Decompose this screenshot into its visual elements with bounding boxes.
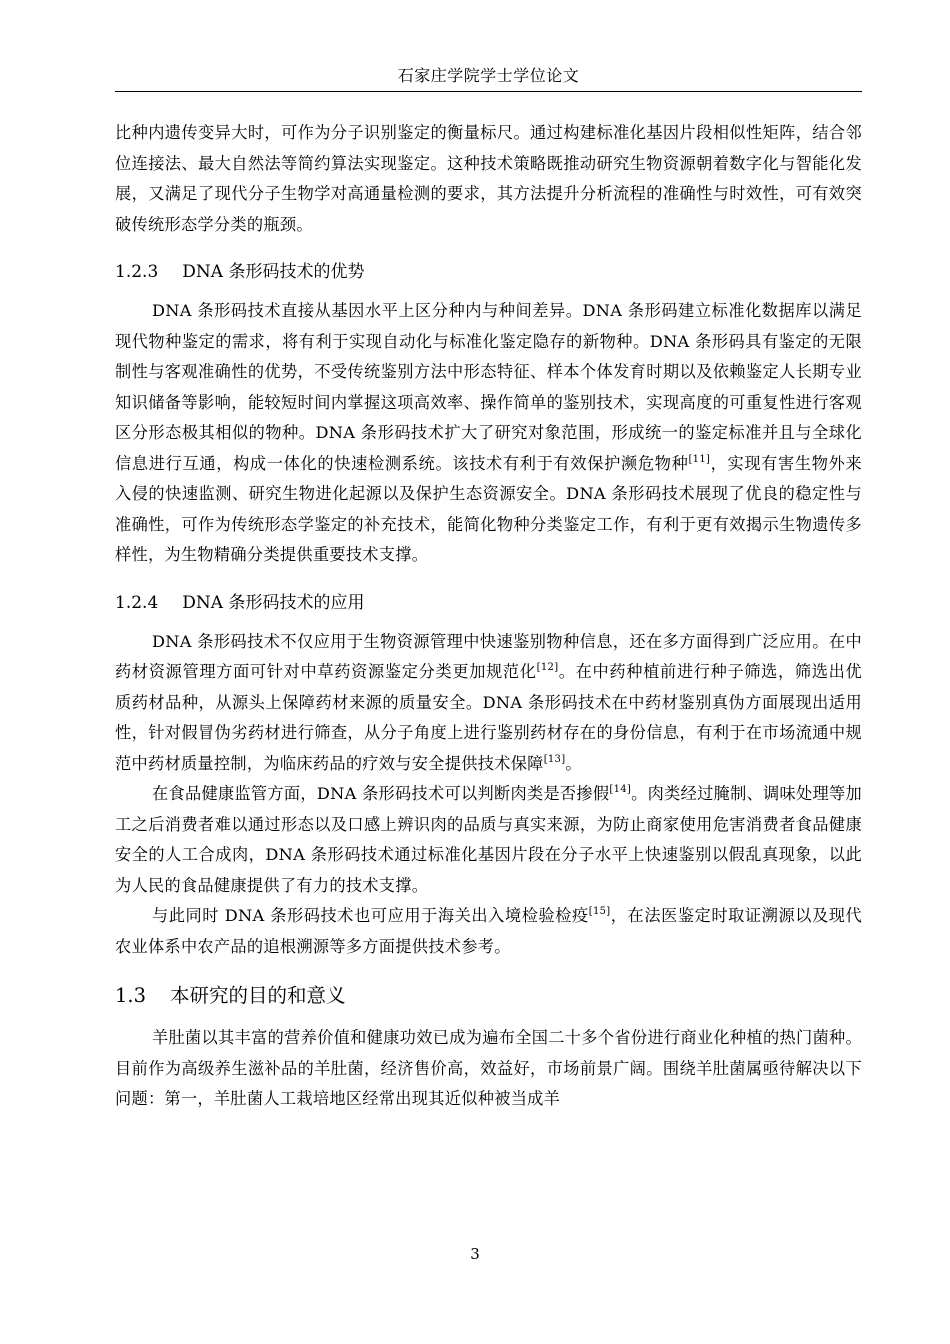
citation-13[interactable]: [13] [543,753,566,765]
paragraph: 与此同时 DNA 条形码技术也可应用于海关出入境检验检疫[15]，在法医鉴定时取证溯源以及现代农业体系中农产品的追根溯源等多方面提供技术参考。 [115,906,862,956]
section-title: DNA 条形码技术的优势 [182,262,365,282]
section-heading-1-2-4 [115,591,862,615]
page-body [115,118,862,1115]
section-number: 1.2.3 [115,262,159,282]
section-title: 本研究的目的和意义 [170,984,346,1007]
paragraph: DNA 条形码技术不仅应用于生物资源管理中快速鉴别物种信息，还在多方面得到广泛应用。在中药材资源管理方面可针对中草药资源鉴定分类更加规范化[12]。在中药种植前进行种子筛选，筛选出优质药材品种，从源头上保障药材来源的质量安全。DNA 条形码技术在中药材鉴别真伪方面展现出适用性，针对假冒伪劣药材进行筛查，从分子角度上进行鉴别药材存在的身份信息，有利于在市场流通中规范中药材质量控制，为临床药品的疗效与安全提供技术保障[13]。 [115,631,863,773]
section-title: DNA 条形码技术的应用 [182,592,365,613]
paragraph: 在食品健康监管方面，DNA 条形码技术可以判断肉类是否掺假[14]。肉类经过腌制、调味处理等加工之后消费者难以通过形态以及口感上辨识肉的品质与真实来源，为防止商家使用危害消费者食品健康安全的人工合成肉，DNA 条形码技术通过标准化基因片段在分子水平上快速鉴别以假乱真现象，以此为人民的食品健康提供了有力的技术支撑。 [115,784,862,895]
citation-12[interactable]: [12] [536,662,559,673]
paragraph: 羊肚菌以其丰富的营养价值和健康功效已成为遍布全国二十多个省份进行商业化种植的热门菌种。目前作为高级养生滋补品的羊肚菌，经济售价高，效益好，市场前景广阔。围绕羊肚菌属亟待解决以下问题：第一，羊肚菌人工栽培地区经常出现其近似种被当成羊 [115,1028,862,1108]
page-number: 3 [470,1245,480,1263]
paragraph: DNA 条形码技术直接从基因水平上区分种内与种间差异。DNA 条形码建立标准化数据库以满足现代物种鉴定的需求，将有利于实现自动化与标准化鉴定隐存的新物种。DNA 条形码具有鉴定的无限制性与客观准确性的优势，不受传统鉴别方法中形态特征、样本个体发育时期以及依赖鉴定人长期专业知识储备等影响，能较短时间内掌握这项高效率、操作简单的鉴别技术，实现高度的可重复性进行客观区分形态极其相似的物种。DNA 条形码技术扩大了研究对象范围，形成统一的鉴定标准并且与全球化信息进行互通，构成一体化的快速检测系统。该技术有利于有效保护濒危物种[11]，实现有害生物外来入侵的快速监测、研究生物进化起源以及保护生态资源安全。DNA 条形码技术展现了优良的稳定性与准确性，可作为传统形态学鉴定的补充技术，能简化物种分类鉴定工作，有利于更有效揭示生物遗传多样性，为生物精确分类提供重要技术支撑。 [115,301,863,564]
section-number: 1.2.4 [115,592,159,613]
paragraph-continued: 比种内遗传变异大时，可作为分子识别鉴定的衡量标尺。通过构建标准化基因片段相似性矩阵，结合邻位连接法、最大自然法等简约算法实现鉴定。这种技术策略既推动研究生物资源朝着数字化与智能化发展，又满足了现代分子生物学对高通量检测的要求，其方法提升分析流程的准确性与时效性，可有效突破传统形态学分类的瓶颈。 [115,123,862,234]
section-heading-1-2-3 [115,260,862,284]
header-rule [115,91,862,92]
citation-14[interactable]: [14] [609,784,632,795]
section-heading-1-3 [115,983,862,1009]
running-header: 石家庄学院学士学位论文 [397,66,580,85]
section-number: 1.3 [115,984,147,1007]
citation-15[interactable]: [15] [588,906,611,917]
citation-11[interactable]: [11] [688,453,711,465]
